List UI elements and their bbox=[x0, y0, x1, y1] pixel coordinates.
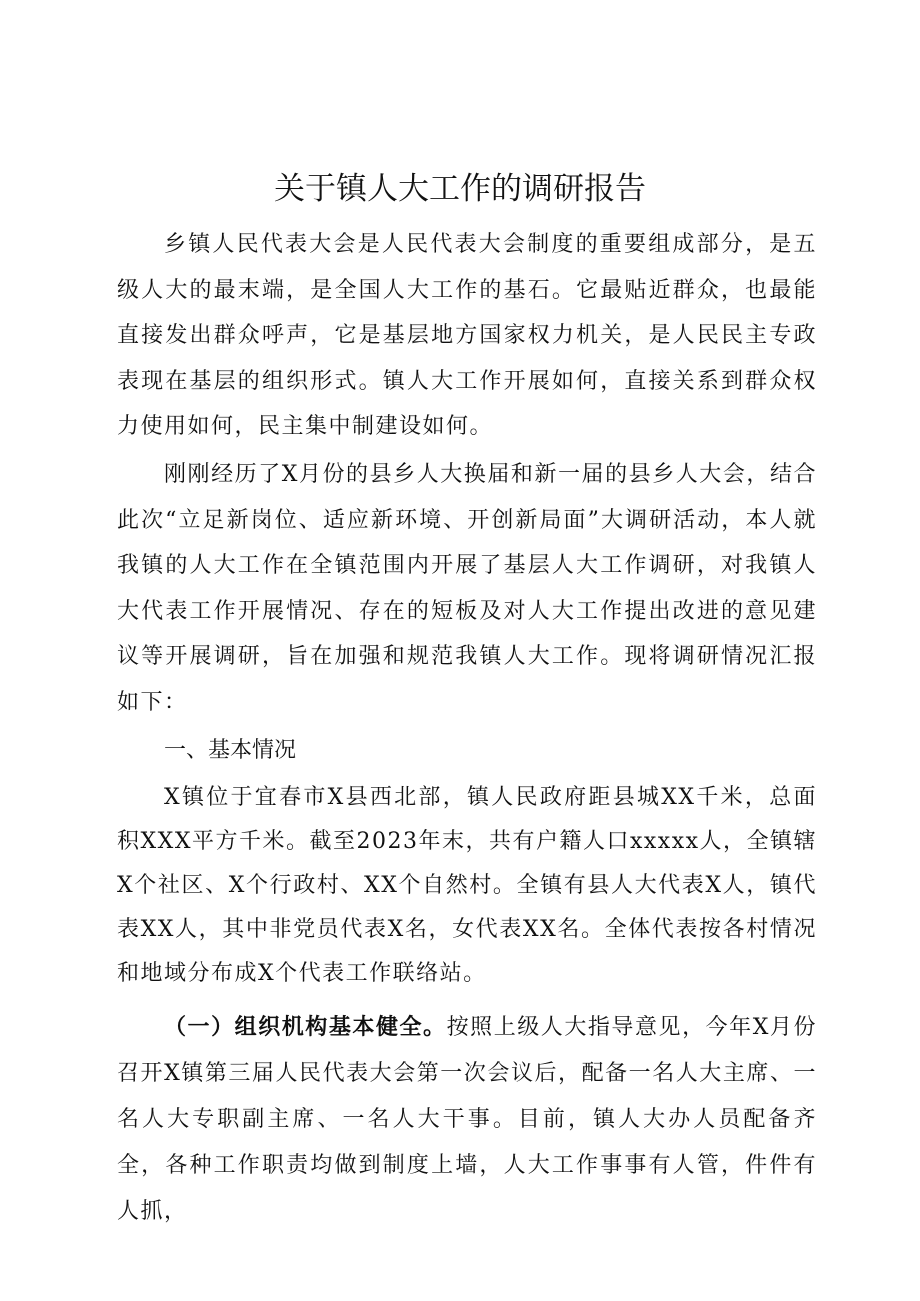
intro-paragraph-2: 刚刚经历了X月份的县乡人大换届和新一届的县乡人大会，结合此次“立足新岗位、适应新环境、开创新局面”大调研活动，本人就我镇的人大工作在全镇范围内开展了基层人大工作调研，对我镇人大代表工作开展情况、存在的短板及对人大工作提出改进的意见建议等开展调研，旨在加强和规范我镇人大工作。现将调研情况汇报如下： bbox=[117, 461, 817, 715]
intro-paragraph-1: 乡镇人民代表大会是人民代表大会制度的重要组成部分，是五级人大的最末端，是全国人大工作的基石。它最贴近群众，也最能直接发出群众呼声，它是基层地方国家权力机关，是人民民主专政表现在基层的组织形式。镇人大工作开展如何，直接关系到群众权力使用如何，民主集中制建设如何。 bbox=[117, 232, 817, 440]
subsection1-paragraph bbox=[117, 1004, 817, 1235]
section1-paragraph: X镇位于宜春市X县西北部，镇人民政府距县城XX千米，总面积XXX平方千米。截至2023年末，共有户籍人口xxxxx人，全镇辖X个社区、X个行政村、XX个自然村。全镇有县人大代表X人，镇代表XX人，其中非党员代表X名，女代表XX名。全体代表按各村情况和地域分布成X个代表工作联络站。 bbox=[117, 784, 818, 986]
document-body bbox=[117, 222, 817, 1235]
section-heading-basic-info: 一、基本情况 bbox=[164, 737, 297, 763]
document-title: 关于镇人大工作的调研报告 bbox=[274, 171, 646, 207]
subsection1-text: 按照上级人大指导意见，今年X月份召开X镇第三届人民代表大会第一次会议后，配备一名人大主席、一名人大专职副主席、一名人大干事。目前，镇人大办人员配备齐全，各种工作职责均做到制度上墙，人大工作事事有人管，件件有人抓， bbox=[117, 1014, 817, 1224]
subsection1-lead: （一）组织机构基本健全。 bbox=[164, 1013, 447, 1040]
